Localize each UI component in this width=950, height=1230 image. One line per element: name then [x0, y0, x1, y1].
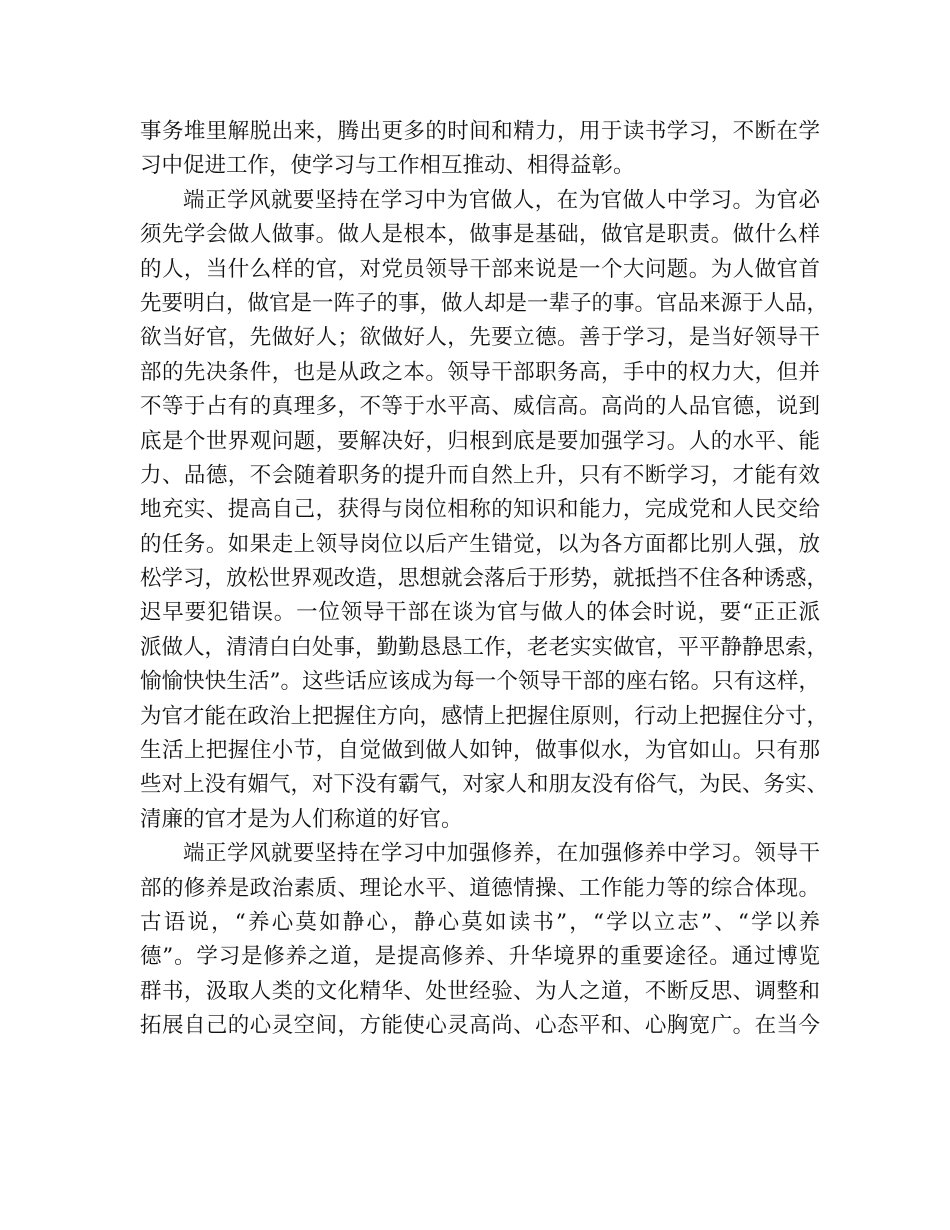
- text-line: 迟早要犯错误。一位领导干部在谈为官与做人的体会时说，要“正正派: [140, 600, 820, 626]
- text-line: 底是个世界观问题，要解决好，归根到底是要加强学习。人的水平、能: [140, 428, 820, 454]
- text-line: 习中促进工作，使学习与工作相互推动、相得益彰。: [140, 153, 635, 179]
- text-line: 派做人，清清白白处事，勤勤恳恳工作，老老实实做官，平平静静思索，: [140, 634, 829, 660]
- text-line: 松学习，放松世界观改造，思想就会落后于形势，就抵挡不住各种诱惑，: [140, 566, 829, 592]
- paragraph-1: [140, 115, 820, 184]
- text-line: 愉愉快快生活”。这些话应该成为每一个领导干部的座右铭。只有这样，: [140, 669, 820, 695]
- text-line: 些对上没有媚气，对下没有霸气，对家人和朋友没有俗气，为民、务实、: [140, 772, 829, 798]
- text-line: 部的修养是政治素质、理论水平、道德情操、工作能力等的综合体现。: [140, 875, 820, 901]
- paragraph-2: [140, 184, 829, 837]
- text-line: 不等于占有的真理多，不等于水平高、威信高。高尚的人品官德，说到: [140, 394, 820, 420]
- document-page: [140, 115, 829, 1044]
- text-line: 群书，汲取人类的文化精华、处世经验、为人之道，不断反思、调整和: [140, 978, 820, 1004]
- text-line: 拓展自己的心灵空间，方能使心灵高尚、心态平和、心胸宽广。在当今: [140, 1013, 820, 1039]
- text-line: 端正学风就要坚持在学习中加强修养，在加强修养中学习。领导干: [183, 841, 820, 867]
- text-line: 为官才能在政治上把握住方向，感情上把握住原则，行动上把握住分寸，: [140, 703, 829, 729]
- text-line: 的任务。如果走上领导岗位以后产生错觉，以为各方面都比别人强，放: [140, 531, 820, 557]
- text-line: 的人，当什么样的官，对党员领导干部来说是一个大问题。为人做官首: [140, 256, 820, 282]
- text-line: 德”。学习是修养之道，是提高修养、升华境界的重要途径。通过博览: [140, 944, 820, 970]
- text-line: 事务堆里解脱出来，腾出更多的时间和精力，用于读书学习，不断在学: [140, 119, 820, 144]
- text-line: 清廉的官才是为人们称道的好官。: [140, 806, 463, 832]
- text-line: 地充实、提高自己，获得与岗位相称的知识和能力，完成党和人民交给: [140, 497, 820, 523]
- text-line: 端正学风就要坚持在学习中为官做人，在为官做人中学习。为官必: [183, 187, 820, 213]
- text-line: 古语说，“养心莫如静心，静心莫如读书”，“学以立志”、“学以养: [140, 909, 820, 935]
- text-line: 须先学会做人做事。做人是根本，做事是基础，做官是职责。做什么样: [140, 222, 820, 248]
- text-line: 先要明白，做官是一阵子的事，做人却是一辈子的事。官品来源于人品，: [140, 290, 829, 316]
- text-line: 力、品德，不会随着职务的提升而自然上升，只有不断学习，才能有效: [140, 462, 820, 488]
- paragraph-3: [140, 837, 820, 1043]
- text-line: 部的先决条件，也是从政之本。领导干部职务高，手中的权力大，但并: [140, 359, 820, 385]
- text-line: 生活上把握住小节，自觉做到做人如钟，做事似水，为官如山。只有那: [140, 738, 820, 764]
- text-line: 欲当好官，先做好人；欲做好人，先要立德。善于学习，是当好领导干: [140, 325, 820, 351]
